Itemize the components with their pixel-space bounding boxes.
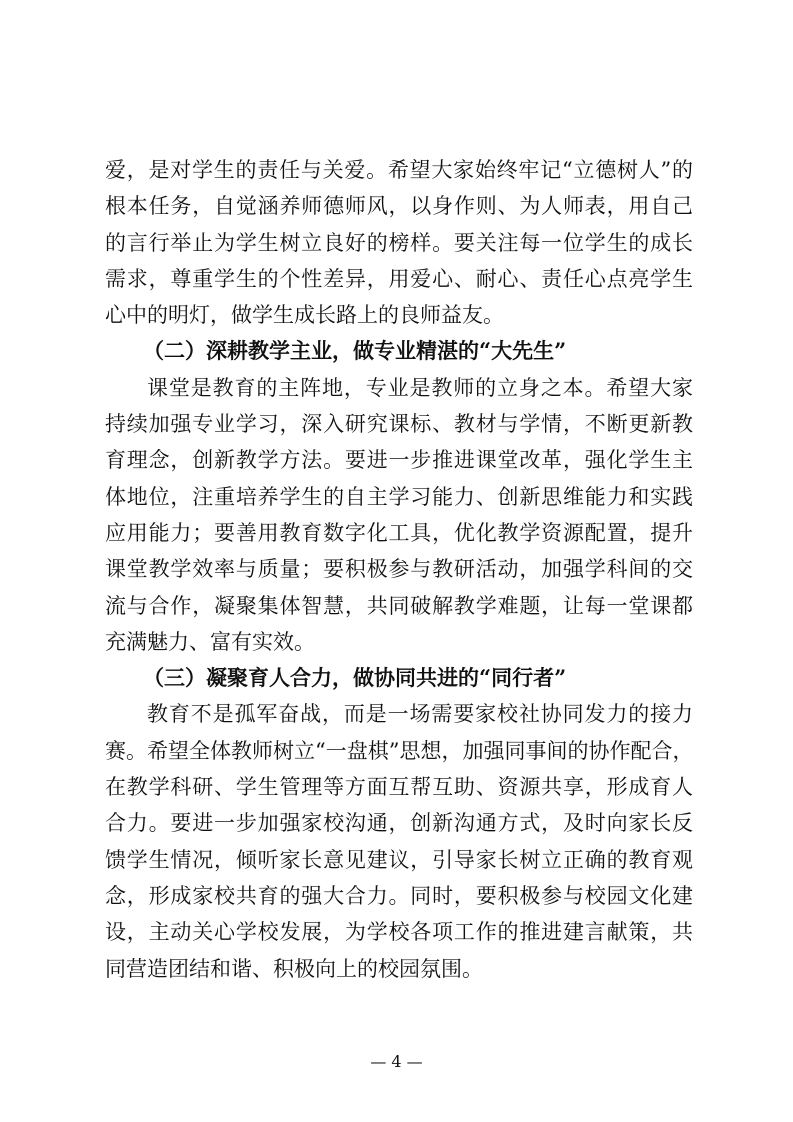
paragraph-1 — [105, 152, 693, 333]
text-line: 的言行举止为学生树立良好的榜样。要关注每一位学生的成长 — [105, 230, 693, 255]
page-number: — 4 — — [370, 1052, 423, 1071]
text-line: 课堂教学效率与质量；要积极参与教研活动，加强学科间的交 — [105, 557, 693, 582]
text-line: 教育不是孤军奋战，而是一场需要家校社协同发力的接力 — [147, 702, 693, 727]
text-line: 合力。要进一步加强家校沟通，创新沟通方式，及时向家长反 — [105, 811, 693, 836]
text-line: 体地位，注重培养学生的自主学习能力、创新思维能力和实践 — [105, 484, 693, 509]
text-line: 持续加强专业学习，深入研究课标、教材与学情，不断更新教 — [105, 412, 693, 437]
text-line: 应用能力；要善用教育数字化工具，优化教学资源配置，提升 — [105, 520, 693, 545]
text-line: 念，形成家校共育的强大合力。同时，要积极参与校园文化建 — [105, 883, 693, 908]
text-line: 馈学生情况，倾听家长意见建议，引导家长树立正确的教育观 — [105, 847, 693, 872]
text-line: 心中的明灯，做学生成长路上的良师益友。 — [105, 303, 504, 328]
text-line: 赛。希望全体教师树立“一盘棋”思想，加强同事间的协作配合， — [105, 738, 694, 763]
paragraph-3 — [105, 696, 693, 986]
section-heading-2: （二）深耕教学主业，做专业精湛的“大先生” — [143, 338, 567, 364]
text-line: 在教学科研、学生管理等方面互帮互助、资源共享，形成育人 — [105, 775, 693, 800]
text-line: 需求，尊重学生的个性差异，用爱心、耐心、责任心点亮学生 — [105, 266, 693, 291]
text-line: 同营造团结和谐、积极向上的校园氛围。 — [105, 956, 483, 981]
text-line: 根本任务，自觉涵养师德师风，以身作则、为人师表，用自己 — [105, 194, 693, 219]
paragraph-2 — [105, 370, 693, 660]
text-line: 充满魅力、富有实效。 — [105, 629, 315, 654]
text-line: 流与合作，凝聚集体智慧，共同破解教学难题，让每一堂课都 — [105, 593, 693, 618]
text-line: 设，主动关心学校发展，为学校各项工作的推进建言献策，共 — [105, 920, 693, 945]
document-body — [105, 152, 693, 987]
text-line: 育理念，创新教学方法。要进一步推进课堂改革，强化学生主 — [105, 448, 693, 473]
text-line: 课堂是教育的主阵地，专业是教师的立身之本。希望大家 — [147, 375, 693, 400]
section-heading-3: （三）凝聚育人合力，做协同共进的“同行者” — [143, 665, 567, 691]
text-line: 爱，是对学生的责任与关爱。希望大家始终牢记“立德树人”的 — [105, 158, 693, 182]
